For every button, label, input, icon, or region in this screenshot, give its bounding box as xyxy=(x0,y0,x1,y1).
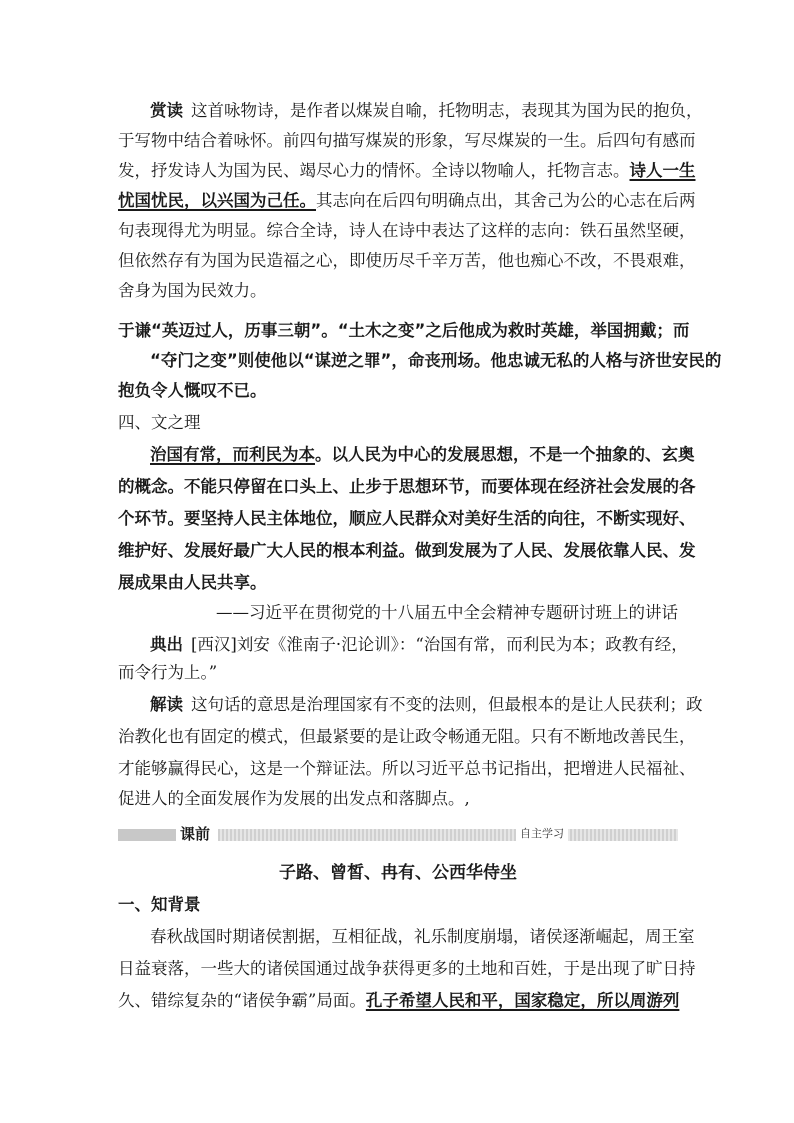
lesson-heading: 一、知背景 xyxy=(118,895,201,914)
appreciation-label: 赏读 xyxy=(150,101,183,120)
banner-tag: 课前 xyxy=(180,825,211,843)
interp-line-4: 促进人的全面发展作为发展的出发点和落脚点。, xyxy=(118,789,470,808)
quote-line-2: 的概念。不能只停留在口头上、止步于思想环节，而要体现在经济社会发展的各 xyxy=(118,477,696,496)
underlined-phrase: 诗人一生 xyxy=(629,161,696,180)
appreciation-line-1: 赏读 这首咏物诗，是作者以煤炭自喻，托物明志，表现其为国为民的抱负， xyxy=(150,101,703,120)
appreciation-line-7: 舍身为国为民效力。 xyxy=(118,281,267,300)
origin-line-1: 典出 [西汉]刘安《淮南子·氾论训》：“治国有常，而利民为本；政教有经， xyxy=(150,635,688,654)
appreciation-line-3: 发，抒发诗人为国为民、竭尽心力的情怀。全诗以物喻人，托物言志。诗人一生 xyxy=(118,161,696,180)
quote-line-4: 维护好、发展好最广大人民的根本利益。做到发展为了人民、发展依靠人民、发 xyxy=(118,541,696,560)
quote-line-3: 个环节。要坚持人民主体地位，顺应人民群众对美好生活的向往，不断实现好、 xyxy=(118,509,696,528)
lesson-line-2: 日益衰落，一些大的诸侯国通过战争获得更多的土地和百姓，于是出现了旷日持 xyxy=(118,959,696,978)
section-banner xyxy=(118,826,678,842)
quote-line-5: 展成果由人民共享。 xyxy=(118,573,267,592)
banner-subtag: 自主学习 xyxy=(516,825,568,841)
appreciation-line-2: 于写物中结合着咏怀。前四句描写煤炭的形象，写尽煤炭的一生。后四句有感而 xyxy=(118,131,696,150)
appreciation-line-4: 忧国忧民，以兴国为己任。其志向在后四句明确点出，其舍己为公的心志在后两 xyxy=(118,191,696,210)
origin-line-2: 而令行为上。” xyxy=(118,663,218,682)
lesson-title: 子路、曾皙、冉有、公西华侍坐 xyxy=(279,863,517,883)
underlined-phrase: 治国有常，而利民为本 xyxy=(150,445,315,464)
appreciation-line-6: 但依然存有为国为民造福之心，即使历尽千辛万苦，他也痴心不改，不畏艰难， xyxy=(118,251,696,270)
lesson-line-3: 久、错综复杂的“诸侯争霸”局面。孔子希望人民和平，国家稳定，所以周游列 xyxy=(118,991,680,1010)
interp-line-3: 才能够赢得民心，这是一个辩证法。所以习近平总书记指出，把增进人民福祉、 xyxy=(118,759,696,778)
yuqian-line-2: “夺门之变”则使他以“谋逆之罪”，命丧刑场。他忠诚无私的人格与济世安民的 xyxy=(150,351,722,370)
yuqian-line-1: 于谦“英迈过人，历事三朝”。“土木之变”之后他成为救时英雄，举国拥戴；而 xyxy=(118,321,690,340)
lesson-line-1: 春秋战国时期诸侯割据，互相征战，礼乐制度崩塌，诸侯逐渐崛起，周王室 xyxy=(150,927,695,946)
underlined-phrase: 孔子希望人民和平，国家稳定，所以周游列 xyxy=(365,991,680,1010)
banner-bar-right xyxy=(218,829,678,841)
section-heading: 四、文之理 xyxy=(118,413,201,432)
quote-source: ——习近平在贯彻党的十八届五中全会精神专题研讨班上的讲话 xyxy=(216,603,678,622)
origin-label: 典出 xyxy=(150,635,183,654)
interp-line-1: 解读 这句话的意思是治理国家有不变的法则，但最根本的是让人民获利；政 xyxy=(150,695,703,714)
interp-line-2: 治教化也有固定的模式，但最紧要的是让政令畅通无阻。只有不断地改善民生， xyxy=(118,727,696,746)
yuqian-line-3: 抱负令人慨叹不已。 xyxy=(118,381,267,400)
underlined-phrase: 忧国忧民，以兴国为己任。 xyxy=(118,191,316,210)
interp-label: 解读 xyxy=(150,695,183,714)
appreciation-line-5: 句表现得尤为明显。综合全诗，诗人在诗中表达了这样的志向：铁石虽然坚硬， xyxy=(118,221,696,240)
quote-line-1: 治国有常，而利民为本。以人民为中心的发展思想，不是一个抽象的、玄奥 xyxy=(150,445,695,464)
banner-bar-left xyxy=(118,829,176,841)
